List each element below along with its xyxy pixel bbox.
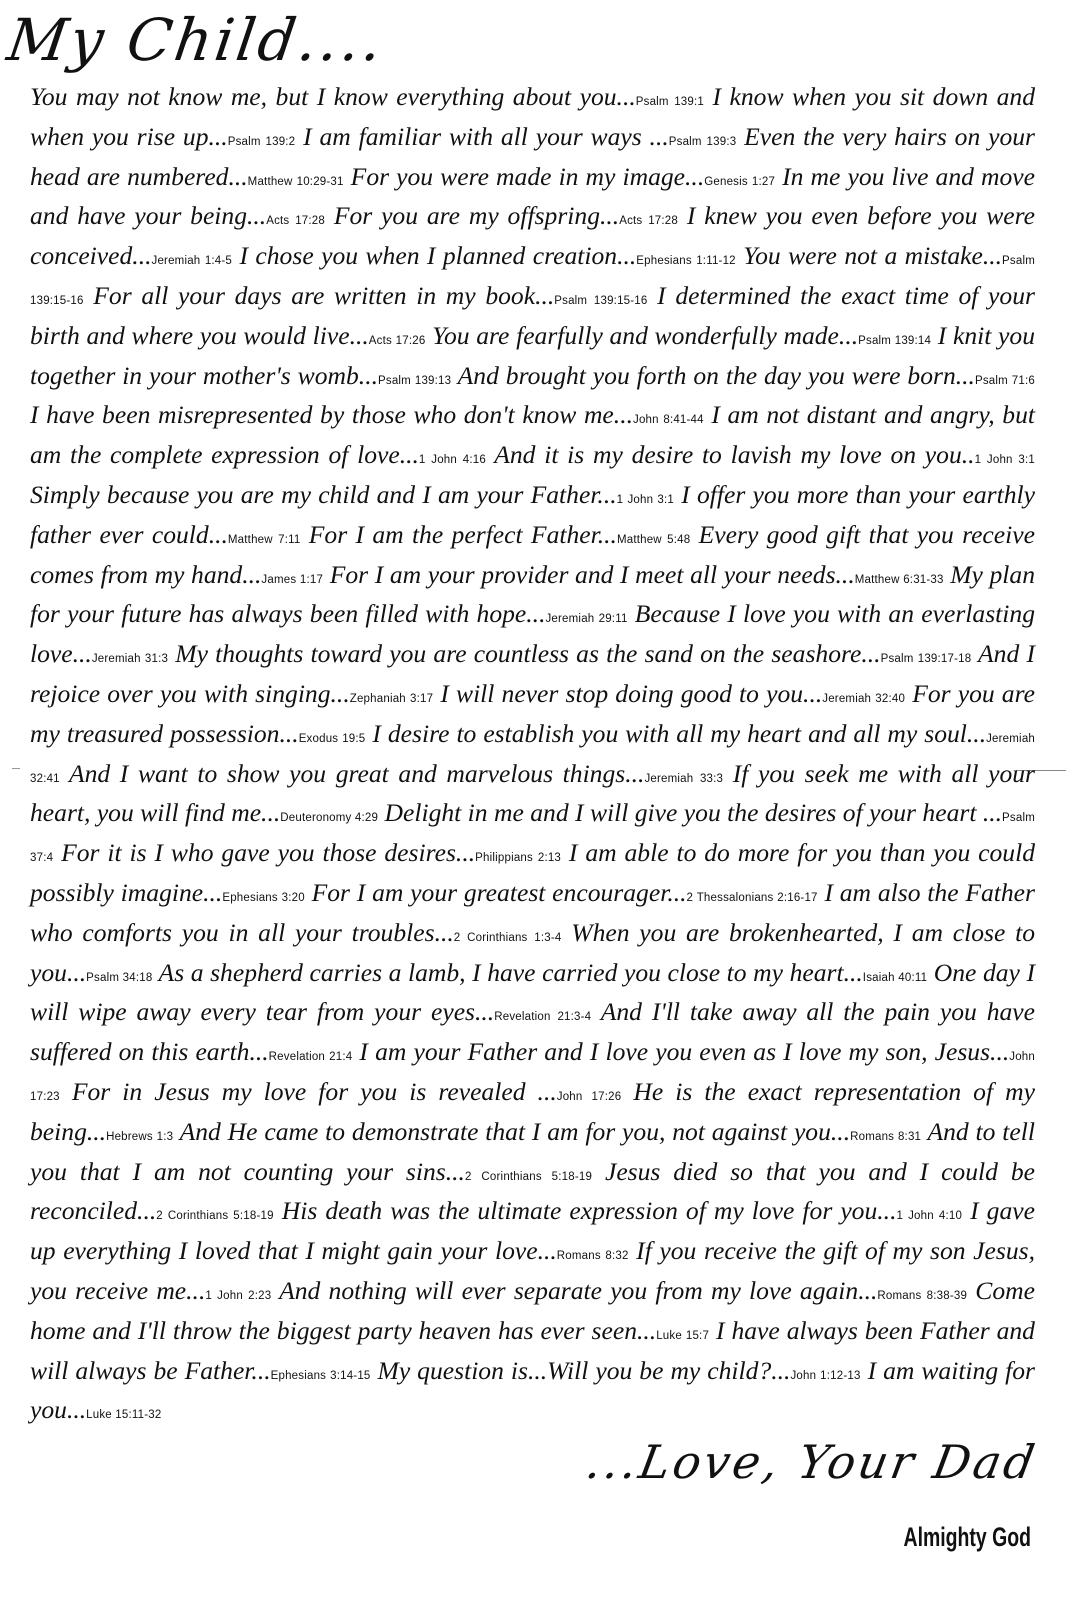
passage-text: His death was the ultimate expression of my love for you... [273,1196,897,1226]
passage-text: Delight in me and I will give you the desires of your heart ... [378,798,1003,828]
scripture-reference: Matthew 6:31-33 [854,573,944,586]
scripture-reference: 2 Corinthians 5:18-19 [464,1170,593,1183]
scripture-reference: Psalm 34:18 [86,971,153,984]
scripture-reference: James 1:17 [261,573,324,586]
scripture-reference: Romans 8:32 [556,1250,629,1263]
scripture-reference: Psalm 139:3 [668,135,737,148]
passage-text: I determined the exact time of your birth and where you would live... [30,280,1035,350]
scripture-reference: John 17:23 [30,1051,1035,1103]
passage-text: I am not distant and angry, but am the complete expression of love... [30,400,1035,470]
scripture-reference: Philippians 2:13 [475,852,562,865]
passage-text: I know when you sit down and when you rise up... [30,82,1036,151]
scripture-reference: Ephesians 3:20 [222,891,305,904]
margin-mark [12,768,20,769]
passage-text: For you are my treasured possession... [30,678,1035,748]
passage-text: For I am your greatest encourager... [304,877,687,907]
passage-text: And it is my desire to lavish my love on you.. [485,440,975,470]
scripture-reference: Psalm 139:15-16 [30,255,1035,307]
signer-name: Almighty God [903,1522,1031,1552]
passage-text: I will never stop doing good to you... [433,678,823,708]
scripture-reference: Psalm 139:2 [227,135,296,148]
passage-text: You may not know me, but I know everything about you... [30,82,636,111]
passage-text: I am also the Father who comforts you in all your troubles... [30,877,1035,947]
scripture-reference: Acts 17:28 [619,215,678,228]
scripture-reference: Ephesians 3:14-15 [270,1369,371,1382]
scripture-reference: Deuteronomy 4:29 [280,812,379,825]
passage-text: For I am your provider and I meet all your needs... [323,559,855,589]
scripture-reference: 1 John 4:16 [418,454,486,467]
passage-text: And I'll take away all the pain you have suffered on this earth... [30,997,1036,1067]
scripture-reference: Matthew 7:11 [227,533,301,546]
passage-text: And He came to demonstrate that I am for you, not against you... [173,1116,851,1146]
passage-text: You are fearfully and wonderfully made... [425,320,859,350]
passage-text: I gave up everything I loved that I might gain your love... [30,1196,1035,1266]
closing-signature: ...Love, Your Dad [582,1435,1042,1489]
passage-text: I am waiting for you... [30,1355,1035,1425]
scripture-reference: 2 Corinthians 1:3-4 [453,931,562,944]
scripture-reference: 2 Corinthians 5:18-19 [156,1210,274,1223]
passage-text: And to tell you that I am not counting your sins... [30,1116,1035,1186]
passage-text: I desire to establish you with all my heart and all my soul... [365,718,987,748]
scripture-reference: John 17:26 [556,1090,622,1103]
passage-text: For you were made in my image... [343,161,705,191]
scripture-reference: Romans 8:38-39 [877,1289,968,1302]
scripture-reference: Psalm 139:13 [378,374,452,387]
scripture-reference: Romans 8:31 [850,1130,922,1143]
scripture-reference: Jeremiah 29:11 [545,613,628,626]
passage-text: I have always been Father and will always be Father... [30,1315,1035,1385]
letter-body [30,80,1035,1433]
passage-text: For in Jesus my love for you is revealed ... [59,1076,557,1106]
passage-text: And nothing will ever separate you from my love again... [271,1275,878,1305]
scripture-reference: Psalm 139:1 [635,96,704,108]
passage-text: And I want to show you great and marvelous things... [59,758,645,788]
passage-text: I am your Father and I love you even as I love my son, Jesus... [352,1037,1010,1067]
scripture-reference: Jeremiah 1:4-5 [151,255,233,268]
scripture-reference: John 8:41-44 [633,414,704,427]
passage-text: Even the very hairs on your head are numbered... [30,121,1036,191]
scripture-reference: Psalm 37:4 [30,812,1035,865]
scripture-reference: Psalm 139:17-18 [880,653,972,666]
scripture-reference: John 1:12-13 [790,1369,861,1382]
passage-text: Jesus died so that you and I could be reconciled... [30,1156,1035,1226]
passage-text: When you are brokenhearted, I am close to you... [30,917,1035,987]
scripture-reference: Matthew 5:48 [616,533,691,546]
passage-text: My thoughts toward you are countless as the sand on the seashore... [168,639,881,669]
passage-text: Every good gift that you receive comes from my hand... [30,519,1035,589]
passage-text: And I rejoice over you with singing... [30,639,1035,708]
scripture-reference: 1 John 4:10 [896,1210,963,1223]
passage-text: Because I love you with an everlasting love... [30,599,1035,669]
passage-text: My question is...Will you be my child?... [370,1355,791,1385]
passage-text: In me you live and move and have your being... [30,161,1035,231]
passage-text: For I am the perfect Father... [300,519,617,549]
scripture-reference: Revelation 21:4 [268,1051,353,1064]
scripture-reference: Psalm 139:14 [858,334,932,347]
scripture-reference: Genesis 1:27 [704,175,776,188]
scripture-reference: Matthew 10:29-31 [247,175,344,188]
passage-text: I chose you when I planned creation... [232,241,637,271]
passage-text: Simply because you are my child and I am your Father... [30,479,617,509]
passage-text: I am able to do more for you than you could possibly imagine... [30,838,1035,907]
passage-text: As a shepherd carries a lamb, I have carried you close to my heart... [152,957,863,987]
scripture-reference: Acts 17:26 [368,334,426,347]
scripture-reference: Jeremiah 31:3 [91,653,169,666]
passage-text: You were not a mistake... [735,241,1003,271]
passage-text: For it is I who gave you those desires... [53,838,476,868]
passage-text: He is the exact representation of my being... [30,1076,1035,1146]
scripture-reference: 1 John 3:1 [974,454,1035,467]
passage-text: For all your days are written in my book... [83,280,555,310]
scripture-reference: Jeremiah 32:40 [822,692,906,705]
passage-text: My plan for your future has always been filled with hope... [30,559,1036,629]
passage-text: One day I will wipe away every tear from your eyes... [30,957,1036,1027]
scripture-reference: Psalm 71:6 [974,374,1035,387]
scripture-reference: Exodus 19:5 [298,732,366,745]
scripture-reference: Zephaniah 3:17 [349,692,434,705]
passage-text: Come home and I'll throw the biggest party heaven has ever seen... [30,1275,1035,1345]
passage-text: I knit you together in your mother's womb... [30,320,1035,390]
scripture-reference: Jeremiah 33:3 [644,772,724,785]
passage-text: If you receive the gift of my son Jesus, you receive me... [30,1236,1035,1305]
scripture-reference: Luke 15:11-32 [86,1409,162,1422]
passage-text: I knew you even before you were conceived... [30,201,1036,271]
scripture-reference: 1 John 2:23 [205,1289,272,1302]
scripture-reference: Revelation 21:3-4 [494,1011,592,1024]
scripture-reference: Luke 15:7 [656,1329,710,1342]
scripture-reference: 2 Thessalonians 2:16-17 [686,891,818,904]
letter-title: My Child.... [3,6,390,74]
passage-text: I am familiar with all your ways ... [295,121,669,151]
scripture-reference: Psalm 139:15-16 [554,294,648,307]
passage-text: I have been misrepresented by those who don't know me... [30,400,633,430]
passage-text: And brought you forth on the day you were born... [451,360,975,390]
scripture-reference: Jeremiah 32:41 [30,732,1036,785]
scripture-reference: Acts 17:28 [266,215,325,228]
scripture-reference: Isaiah 40:11 [862,971,928,984]
passage-text: If you seek me with all your heart, you will find me... [30,758,1035,828]
scripture-reference: 1 John 3:1 [616,493,675,506]
passage-text: For you are my offspring... [325,201,620,231]
passage-text: I offer you more than your earthly father ever could... [30,479,1035,549]
scripture-reference: Hebrews 1:3 [106,1130,174,1143]
scripture-reference: Ephesians 1:11-12 [636,255,736,268]
